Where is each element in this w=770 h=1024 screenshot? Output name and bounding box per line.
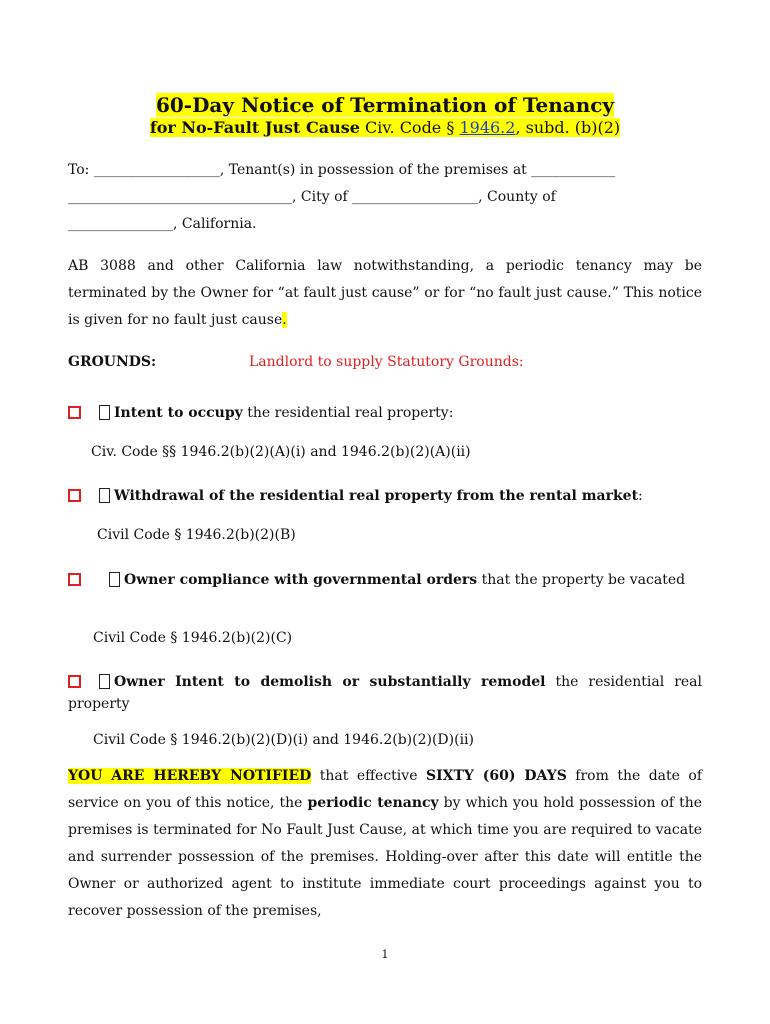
ground-compliance-bold: Owner compliance with governmental orders [124, 572, 478, 588]
address-line-1: To: __________________, Tenant(s) in possession of the premises at ____________ [68, 162, 616, 178]
notice-title [0, 92, 770, 118]
missing-glyph-icon [99, 674, 110, 689]
ground-withdrawal-rest: : [638, 488, 643, 504]
missing-glyph-icon [99, 488, 110, 503]
checkbox-compliance[interactable] [68, 573, 81, 586]
grounds-label: GROUNDS: [68, 354, 157, 370]
intro-highlight: . [282, 312, 287, 328]
ground-withdrawal-bold: Withdrawal of the residential real property from the rental market [114, 488, 639, 504]
missing-glyph-icon [99, 405, 110, 420]
address-line-2: ________________________________, City of __________________, County of [68, 189, 556, 205]
notice-subtitle [0, 117, 770, 139]
notice-paragraph [68, 763, 702, 925]
missing-glyph-icon [109, 572, 120, 587]
ground-item-compliance [68, 569, 702, 591]
ground-item-demolish [68, 671, 702, 715]
checkbox-demolish[interactable] [68, 675, 81, 688]
grounds-note: Landlord to supply Statutory Grounds: [249, 354, 524, 370]
ground-occupy-rest: the residential real property: [242, 405, 454, 421]
citation-occupy: Civ. Code §§ 1946.2(b)(2)(A)(i) and 1946.2(b)(2)(A)(ii) [91, 444, 471, 460]
notice-text-3: by which you hold possession of the premises is terminated for No Fault Just Cause, at which time you are required to vacate and surrender possession of the premises. Holding-over after this date will entitle the Owner or authorized agent to institute immediate court proceedings against you to recover possession of the premises, [68, 795, 702, 919]
ground-item-withdrawal [68, 485, 702, 507]
ground-occupy-bold: Intent to occupy [114, 405, 243, 421]
citation-compliance: Civil Code § 1946.2(b)(2)(C) [93, 630, 293, 646]
intro-paragraph [68, 253, 702, 334]
subtitle-bold: for No-Fault Just Cause [149, 118, 360, 137]
notice-periodic-tenancy: periodic tenancy [307, 795, 439, 811]
notice-sixty-days: SIXTY (60) DAYS [425, 768, 567, 784]
notice-text-2: from the date of service on you of this notice, the [68, 768, 703, 811]
notice-lead: YOU ARE HEREBY NOTIFIED [68, 768, 312, 784]
subtitle-code-prefix: Civ. Code § [365, 118, 455, 137]
citation-withdrawal: Civil Code § 1946.2(b)(2)(B) [97, 527, 296, 543]
page-number: 1 [381, 948, 389, 961]
notice-text-1: that effective [311, 768, 426, 784]
subtitle-code-suffix: , subd. (b)(2) [515, 118, 621, 137]
ground-demolish-bold: Owner Intent to demolish or substantially remodel [114, 674, 546, 690]
checkbox-occupy[interactable] [68, 406, 81, 419]
checkbox-withdrawal[interactable] [68, 489, 81, 502]
citation-demolish: Civil Code § 1946.2(b)(2)(D)(i) and 1946.2(b)(2)(D)(ii) [93, 732, 475, 748]
ground-demolish-rest: the residential real property [68, 674, 702, 712]
intro-text: AB 3088 and other California law notwithstanding, a periodic tenancy may be terminated by the Owner for “at fault just cause” or for “no fault just cause.” This notice is given for no fault just cause [68, 258, 702, 328]
address-line-3: _______________, California. [68, 216, 257, 232]
ground-compliance-rest: that the property be vacated [477, 572, 686, 588]
ground-item-occupy [68, 402, 702, 424]
title-text: 60-Day Notice of Termination of Tenancy [155, 93, 615, 117]
civil-code-link[interactable]: 1946.2 [459, 118, 516, 137]
